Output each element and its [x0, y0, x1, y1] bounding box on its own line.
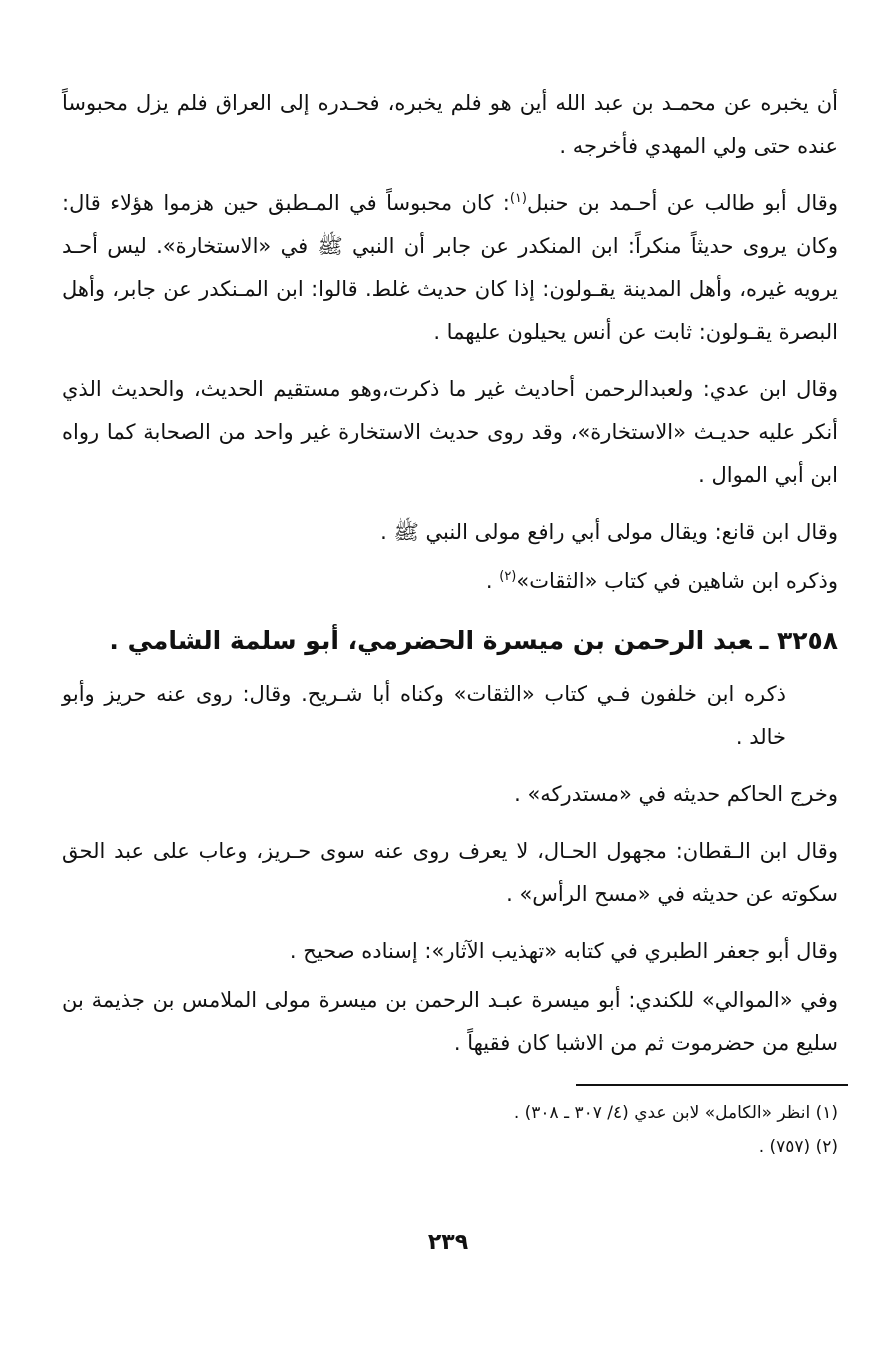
paragraph-text: : كان محبوساً في المـطبق حين هزموا هؤلاء قال: وكان يروى حديثاً منكراً: ابن المنكدر عن جابر أن النبي ﷺ في «الاستخارة». ليس أحـد يرويه غيره، وأهل المدينة يقـولون: إذا كان حديث غلط. قالوا: ابن المـنكدر عن جابر، وأهل البصرة يقـولون: ثابت عن أنس يحيلون عليهما .	[62, 191, 838, 344]
paragraph-ibn-adi: وقال ابن عدي: ولعبدالرحمن أحاديث غير ما ذكرت،وهو مستقيم الحديث، والحديث الذي أنكر عليه حديـث «الاستخارة»، وقد روى حديث الاستخارة غير واحد من الصحابة كما رواه ابن أبي الموال .	[62, 377, 838, 487]
footnote-1: (١) انظر «الكامل» لابن عدي (٤/ ٣٠٧ ـ ٣٠٨) .	[513, 1103, 838, 1123]
paragraph-hakim: وخرج الحاكم حديثه في «مستدركه» .	[514, 782, 838, 806]
paragraph-ibn-qattan: وقال ابن الـقطان: مجهول الحـال، لا يعرف روى عنه سوى حـريز، وعاب على عبد الحق سكوته عن حديثه في «مسح الرأس» .	[62, 839, 838, 906]
paragraph-continuation: أن يخبره عن محمـد بن عبد الله أين هو فلم يخبره، فحـدره إلى العراق فلم يزل محبوساً عنده حتى ولي المهدي فأخرجه .	[62, 91, 838, 158]
paragraph-ibn-khalfun: ذكره ابن خلفون فـي كتاب «الثقات» وكناه أبا شـريح. وقال: روى عنه حريز وأبو خالد .	[62, 682, 786, 749]
paragraph-tabari: وقال أبو جعفر الطبري في كتابه «تهذيب الآثار»: إسناده صحيح .	[289, 939, 838, 963]
footnote-2: (٢) (٧٥٧) .	[758, 1137, 838, 1157]
page-number: ٢٣٩	[427, 1230, 469, 1255]
paragraph-text: وقال أبو طالب عن أحـمد بن حنبل	[526, 191, 838, 215]
paragraph-text: وذكره ابن شاهين في كتاب «الثقات»	[516, 569, 838, 593]
entry-number: ٣٢٥٨ ـ	[759, 626, 838, 655]
paragraph-text: .	[485, 569, 500, 593]
footnote-reference-2[interactable]: (٢)	[499, 569, 517, 584]
footnote-divider	[576, 1084, 848, 1086]
footnotes	[62, 1096, 838, 1164]
paragraph-abu-talib	[62, 182, 838, 354]
entry-heading	[62, 619, 838, 663]
entry-title: عبد الرحمن بن ميسرة الحضرمي، أبو سلمة الشامي .	[109, 626, 752, 655]
footnote-reference-1[interactable]: (١)	[509, 191, 527, 206]
paragraph-ibn-qani: وقال ابن قانع: ويقال مولى أبي رافع مولى النبي ﷺ .	[380, 520, 838, 544]
page-body	[62, 82, 838, 1079]
paragraph-kindi: وفي «الموالي» للكندي: أبو ميسرة عبـد الرحمن بن ميسرة مولى الملامس بن جذيمة بن سليع من حضرموت ثم من الاشبا كان فقيهاً .	[62, 988, 838, 1055]
paragraph-ibn-shahin	[62, 560, 838, 603]
